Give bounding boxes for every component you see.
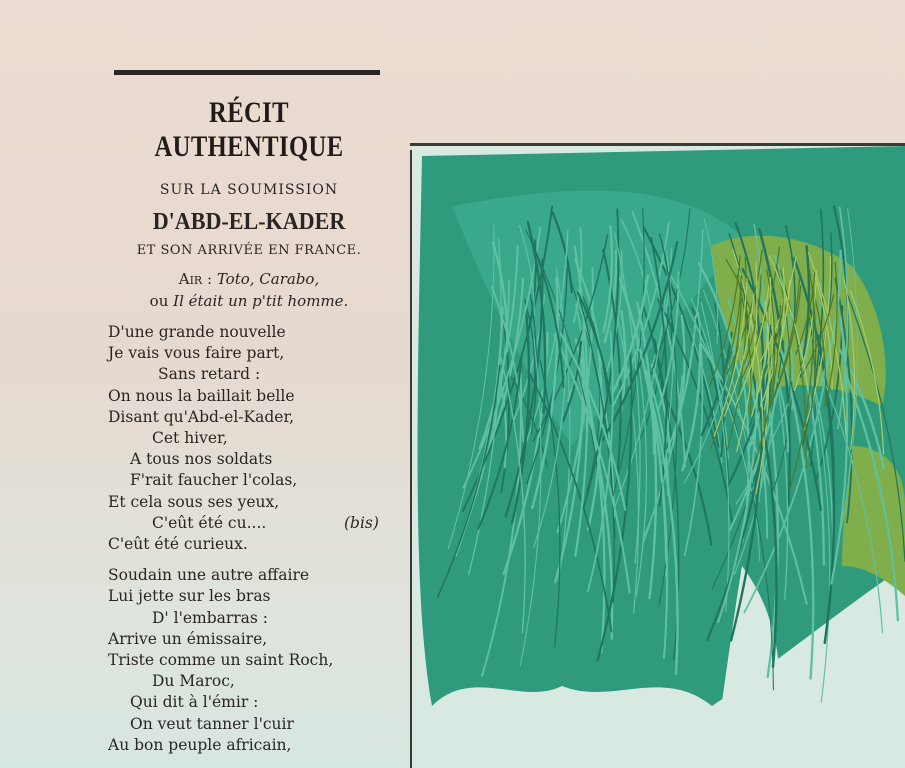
verse-line: Cet hiver, (152, 429, 228, 448)
verse-line: Et cela sous ses yeux, (108, 492, 280, 511)
verse-line: Lui jette sur les bras (108, 587, 271, 606)
air-line (108, 268, 390, 312)
verse-line: Sans retard : (158, 365, 261, 384)
verse-line: F'rait faucher l'colas, (130, 471, 298, 490)
top-rule (114, 70, 380, 75)
verse-line: D'une grande nouvelle (108, 323, 286, 341)
air-alt-prefix: ou (149, 292, 169, 310)
verse-line: Au bon peuple africain, (108, 735, 292, 754)
verse-line: Triste comme un saint Roch, (108, 651, 334, 670)
text-column (108, 96, 390, 756)
palm-illustration (412, 146, 905, 768)
air-label: Air : (178, 270, 213, 288)
verse-text: C'eût été cu.... (152, 513, 267, 532)
bis-marker: (bis) (344, 513, 379, 532)
verse-line: Disant qu'Abd-el-Kader, (108, 407, 295, 426)
frond-mass (502, 726, 592, 768)
verse-line: On nous la baillait belle (108, 386, 295, 405)
subtitle-abd-el-kader: D'ABD-EL-KADER (152, 209, 346, 235)
air-alt: Il était un p'tit homme. (173, 292, 349, 310)
verse-line: D' l'embarras : (152, 608, 269, 627)
subtitle-soumission: SUR LA SOUMISSION (159, 182, 339, 198)
subtitle-arrivee: ET SON ARRIVÉE EN FRANCE. (136, 243, 362, 258)
verse-line: On veut tanner l'cuir (130, 714, 294, 733)
verse-line: C'eût été curieux. (108, 535, 248, 554)
document-title: RÉCIT AUTHENTIQUE (154, 96, 344, 163)
verse-line: Du Maroc, (152, 672, 235, 691)
verse-line: Je vais vous faire part, (108, 344, 285, 363)
stanza-1 (108, 322, 390, 555)
palm-tree-illustration (412, 146, 905, 768)
verse-line-with-bis (108, 513, 390, 534)
verse-line: Soudain une autre affaire (108, 566, 310, 585)
verse-line: Qui dit à l'émir : (130, 693, 259, 712)
palm-fronds (418, 146, 905, 768)
verse-line: Arrive un émissaire, (108, 629, 268, 648)
air-tune: Toto, Carabo, (216, 270, 320, 288)
stanza-2 (108, 565, 390, 756)
verse-line: A tous nos soldats (130, 450, 273, 469)
